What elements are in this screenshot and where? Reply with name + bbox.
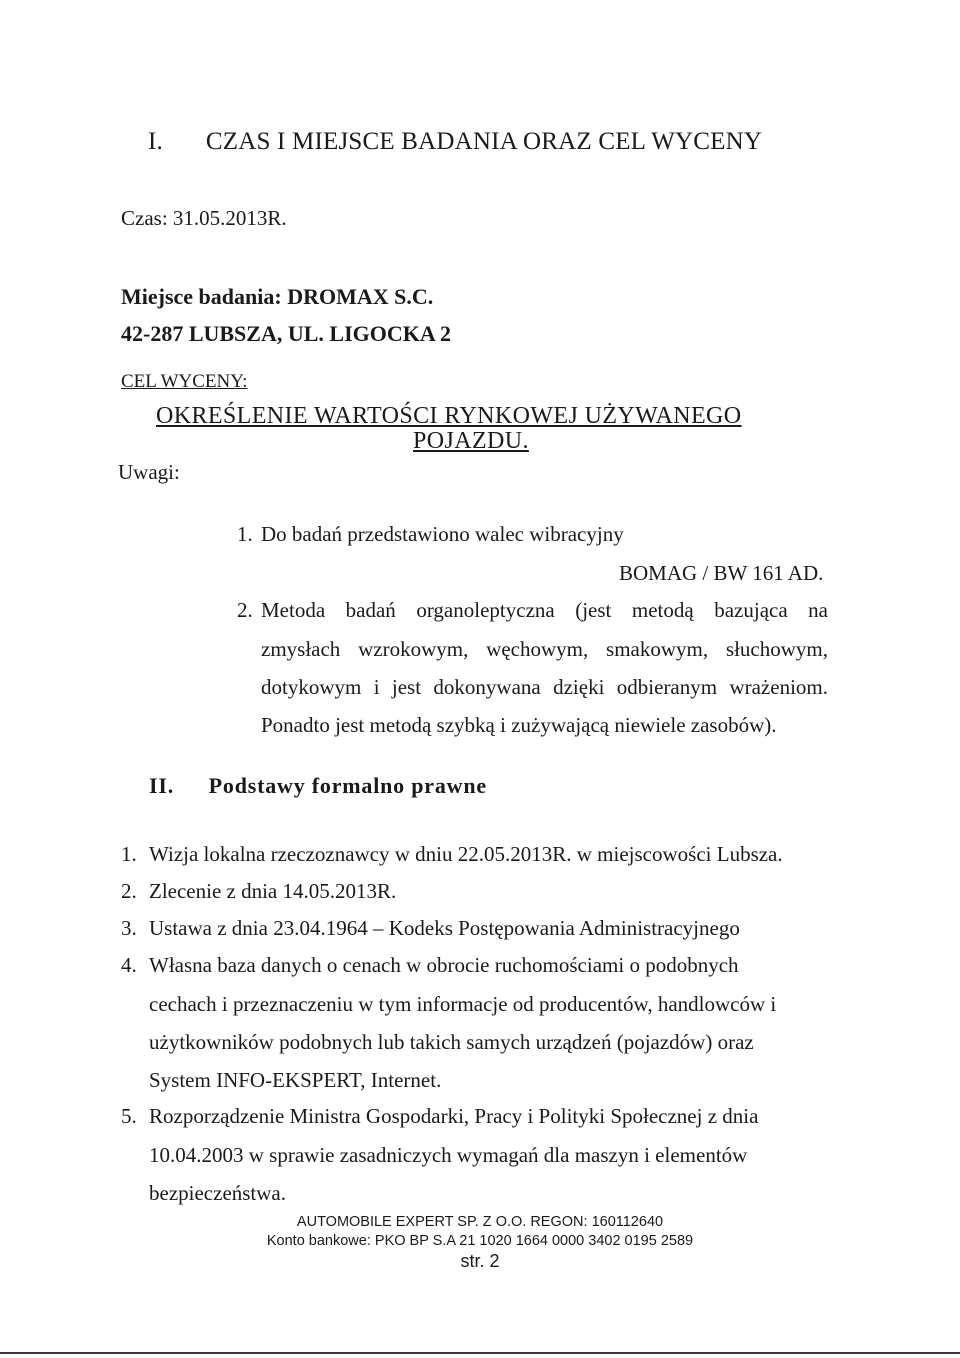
legal-item-4-line-4: System INFO-EKSPERT, Internet. bbox=[149, 1068, 442, 1092]
miejsce-line-1: Miejsce badania: DROMAX S.C. bbox=[121, 284, 434, 309]
page-number: str. 2 bbox=[460, 1251, 500, 1271]
section-1-heading bbox=[148, 128, 762, 156]
legal-item-5-num: 5. bbox=[121, 1104, 137, 1128]
legal-item-4-line-1: Własna baza danych o cenach w obrocie ruchomościami o podobnych bbox=[149, 953, 739, 977]
section-2-numeral: II. bbox=[149, 773, 175, 798]
legal-item-3-num: 3. bbox=[121, 916, 137, 940]
legal-item-1-num: 1. bbox=[121, 842, 137, 866]
legal-item-1-text: Wizja lokalna rzeczoznawcy w dniu 22.05.2013R. w miejscowości Lubsza. bbox=[149, 842, 783, 866]
cel-title-line-1: OKREŚLENIE WARTOŚCI RYNKOWEJ UŻYWANEGO bbox=[156, 403, 742, 429]
miejsce-line-2: 42-287 LUBSZA, UL. LIGOCKA 2 bbox=[121, 321, 452, 346]
section-2-title: Podstawy formalno prawne bbox=[208, 773, 487, 798]
section-1-title: CZAS I MIEJSCE BADANIA ORAZ CEL WYCENY bbox=[205, 128, 763, 155]
scan-bottom-edge bbox=[0, 1352, 960, 1354]
legal-item-2-num: 2. bbox=[121, 879, 137, 903]
uwagi-item-1-model: BOMAG / BW 161 AD. bbox=[619, 561, 824, 585]
legal-item-4-num: 4. bbox=[121, 953, 137, 977]
legal-item-5-line-1: Rozporządzenie Ministra Gospodarki, Pracy i Polityki Społecznej z dnia bbox=[149, 1104, 759, 1128]
cel-title-line-2: POJAZDU. bbox=[413, 428, 529, 454]
legal-item-4-line-3: użytkowników podobnych lub takich samych urządzeń (pojazdów) oraz bbox=[149, 1030, 754, 1054]
uwagi-item-1-text: Do badań przedstawiono walec wibracyjny bbox=[261, 522, 624, 546]
legal-item-5-line-3: bezpieczeństwa. bbox=[149, 1181, 287, 1205]
legal-item-3-text: Ustawa z dnia 23.04.1964 – Kodeks Postępowania Administracyjnego bbox=[149, 916, 740, 940]
uwagi-label: Uwagi: bbox=[118, 460, 180, 484]
uwagi-item-2-line-3: dotykowym i jest dokonywana dzięki odbieranym wrażeniom. bbox=[261, 675, 828, 699]
uwagi-item-2-num: 2. bbox=[237, 598, 253, 622]
footer-company: AUTOMOBILE EXPERT SP. Z O.O. REGON: 160112640 bbox=[296, 1214, 664, 1230]
legal-item-5-line-2: 10.04.2003 w sprawie zasadniczych wymagań dla maszyn i elementów bbox=[149, 1143, 748, 1167]
section-2-heading bbox=[149, 773, 487, 799]
uwagi-item-2-line-4: Ponadto jest metodą szybką i zużywającą niewiele zasobów). bbox=[261, 713, 777, 737]
section-1-numeral: I. bbox=[148, 128, 163, 155]
legal-item-4-line-2: cechach i przeznaczeniu w tym informacje od producentów, handlowców i bbox=[149, 992, 777, 1016]
legal-item-2-text: Zlecenie z dnia 14.05.2013R. bbox=[149, 879, 397, 903]
uwagi-item-1-num: 1. bbox=[237, 522, 253, 546]
cel-label: CEL WYCENY: bbox=[121, 371, 248, 392]
footer-bank-account: Konto bankowe: PKO BP S.A 21 1020 1664 0000 3402 0195 2589 bbox=[266, 1233, 694, 1249]
uwagi-item-2-line-1: Metoda badań organoleptyczna (jest metodą bazująca na bbox=[261, 598, 828, 622]
czas-line: Czas: 31.05.2013R. bbox=[121, 206, 287, 230]
uwagi-item-2-line-2: zmysłach wzrokowym, węchowym, smakowym, słuchowym, bbox=[261, 637, 828, 661]
